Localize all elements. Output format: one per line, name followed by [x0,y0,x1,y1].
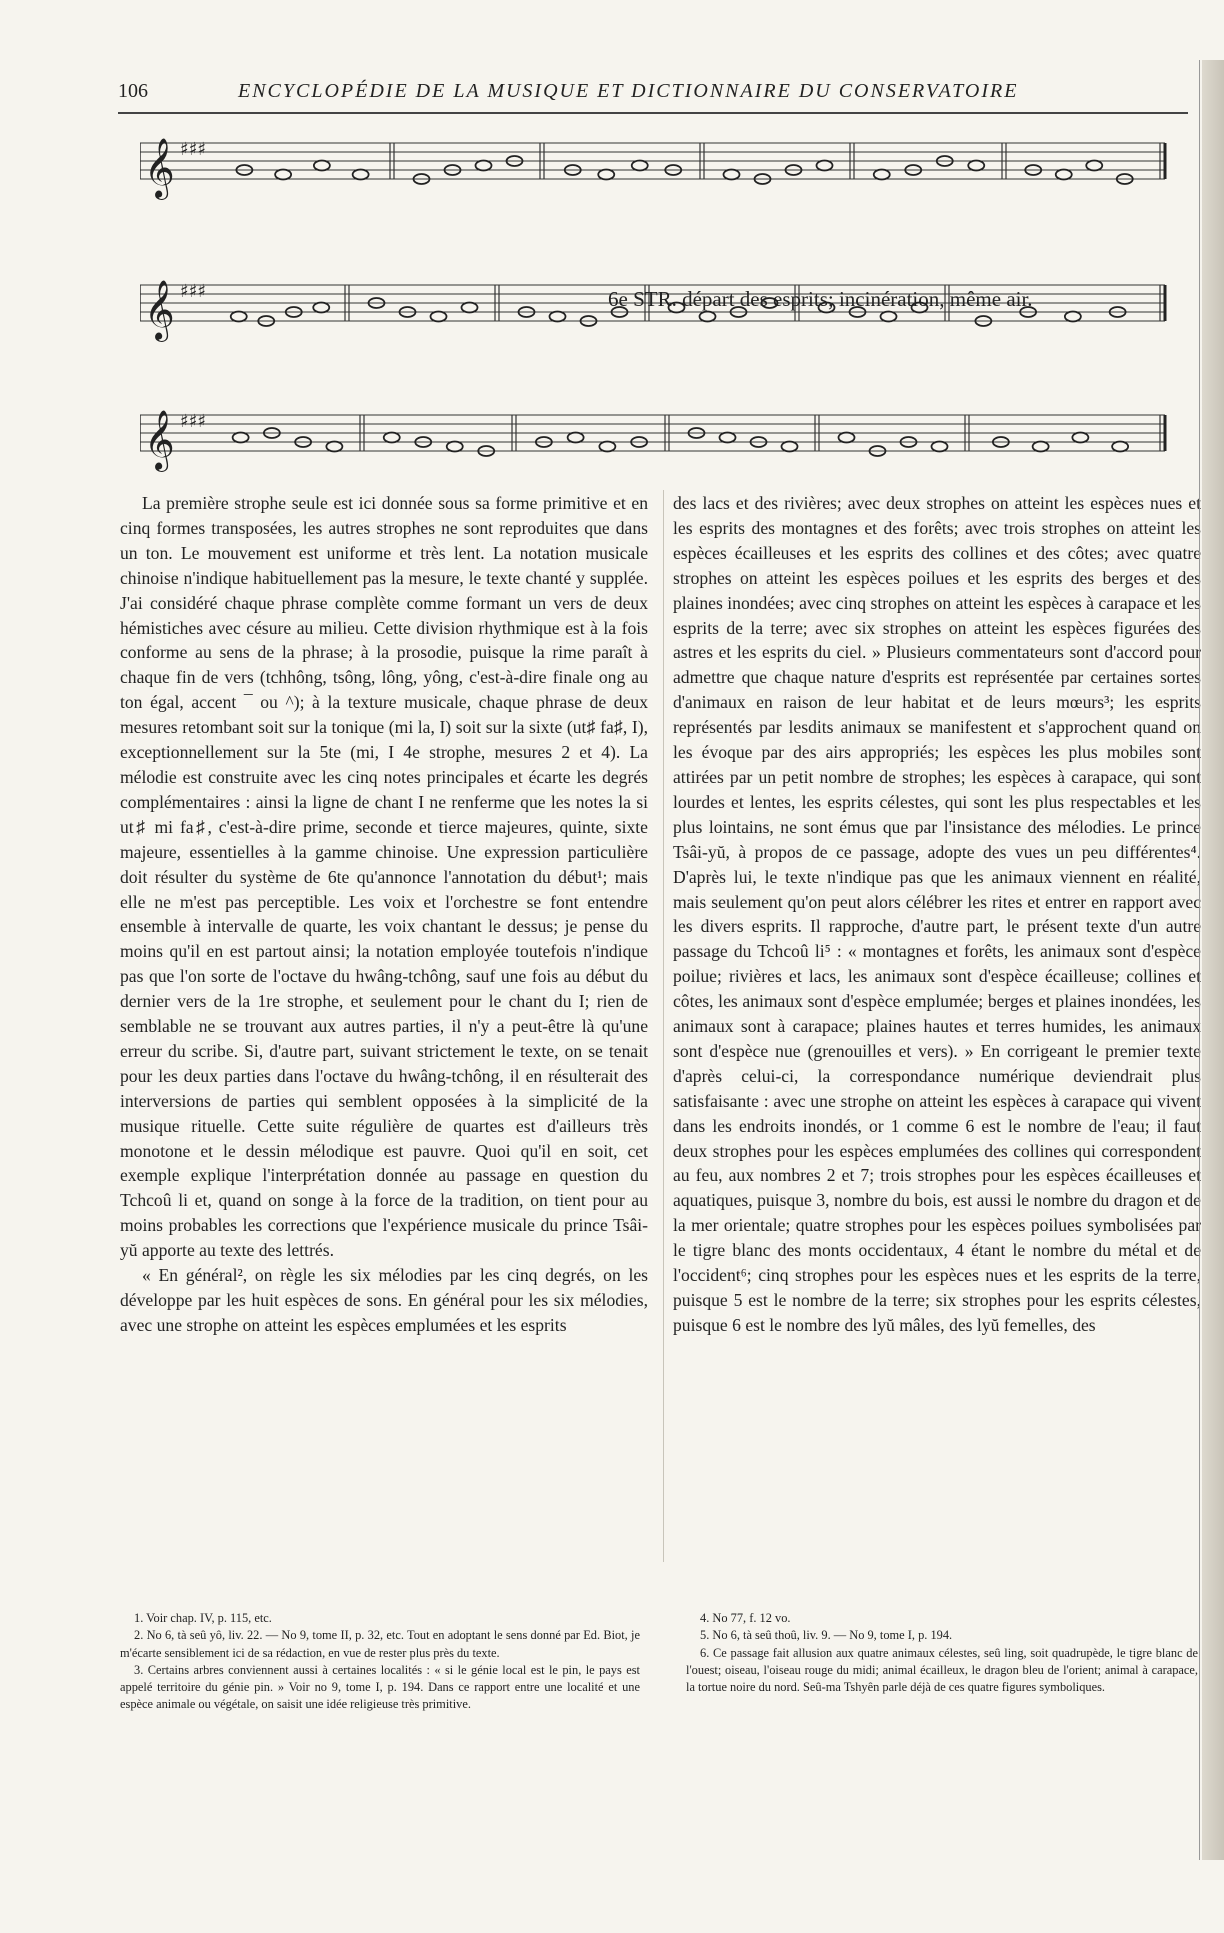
whole-note [720,433,736,443]
treble-clef: 𝄞 [144,280,175,340]
treble-clef: 𝄞 [144,138,175,198]
whole-note [1112,442,1128,452]
whole-note [724,170,740,180]
footnote: 1. Voir chap. IV, p. 115, etc. [134,1611,272,1625]
footnote: 2. No 6, tà seû yô, liv. 22. — No 9, tome II, p. 32, etc. Tout en adoptant le sens donné par Ed. Biot, je m'écarte sensiblement ici de sa rédaction, en vue de rester plus près du texte. [120,1628,640,1660]
whole-note [1065,312,1081,322]
whole-note [839,433,855,443]
footnote: 5. No 6, tà seû thoû, liv. 9. — No 9, tome I, p. 194. [700,1628,953,1643]
whole-note [881,312,897,322]
whole-note [632,161,648,171]
facing-page-edge [1202,60,1224,1860]
footnote: 3. Certains arbres conviennent aussi à certaines localités : « si le génie local est le pin, le pays est appelé territoire du génie pin. » Voir no 9, tome I, p. 194. Dans ce rapport entre une localité et une espèce animale ou végétale, on saisit une idée religieuse très primitive. [120,1662,640,1712]
page-header [118,80,1188,110]
whole-note [476,161,492,171]
whole-note [700,312,716,322]
whole-note [233,433,249,443]
whole-note [874,170,890,180]
whole-note [932,442,948,452]
paragraph: La première strophe seule est ici donnée sous sa forme primitive et en cinq formes transposées, les autres strophes ne sont reproduites que dans un ton. Le mouvement est uniforme et très lent. La notation musicale chinoise n'indique habituellement pas la mesure, le texte chanté y supplée. J'ai considéré chaque phrase complète comme formant un vers de deux hémistiches avec césure au milieu. Cette division rhythmique est à la fois conforme au sens de la phrase; à la prosodie, puisque la rime paraît à chaque fin de vers (tchhông, tsông, lông, yông, c'est-à-dire finale ong au ton égal, accent ¯ ou ^); à la texture musicale, chaque phrase de deux mesures retombant soit sur la tonique (mi la, I) soit sur la sixte (ut♯ fa♯, I), exceptionnellement sur la 5te (mi, I 4e strophe, mesures 2 et 4). La mélodie est construite avec les cinq notes principales et écarte les degrés complémentaires : ainsi la ligne de chant I ne renferme que les notes la si ut♯ mi fa♯, c'est-à-dire prime, seconde et tierce majeures, quinte, sixte majeure, essentielles à la gamme chinoise. Une expression particulière doit résulter du système de 6te qu'annonce l'annotation du début¹; mais elle ne m'est pas perceptible. Les voix et l'orchestre se font entendre ensemble à intervalle de quarte, les voix chantant le dessus; je pense du moins qu'il en est partout ainsi; la notation employée toutefois n'indique pas que l'on sorte de l'octave du hwâng-tchông, sauf une fois au début du dernier vers de la 1re strophe, et seulement pour le chant du I; rien de semblable ne se trouvant aux autres parties, il n'y a peut-être là qu'une erreur du scribe. Si, d'autre part, suivant strictement le texte, on se tenait pour les deux parties dans l'octave du hwâng-tchông, il en résulterait des interversions de parties qui semblent opposées à la simplicité de la musique rituelle. Cette suite régulière de quartes est d'ailleurs très monotone et le dessin mélodique est pauvre. Quoi qu'il en soit, cet exemple explique l'interprétation donnée au passage en question du Tchcoû li et, quand on songe à la force de la tradition, on tient pour au moins probables les corrections que l'expérience musicale du prince Tsâi-yŭ apporte au texte des lettrés. [120,493,648,1261]
whole-note [817,161,833,171]
whole-note [313,303,329,313]
whole-note [1056,170,1072,180]
whole-note [782,442,798,452]
whole-note [462,303,478,313]
whole-note [568,433,584,443]
right-column [673,491,1201,1338]
whole-note [599,442,615,452]
whole-note [598,170,614,180]
footnote: 6. Ce passage fait allusion aux quatre animaux célestes, seû ling, soit quadrupède, le tigre blanc de l'ouest; oiseau, l'oiseau rouge du midi; animal écailleux, le dragon bleu de l'orient; animal à carapace, la tortue noire du nord. Seû-ma Tshyên parle déjà de ces quatre figures symboliques. [686,1645,1198,1695]
column-divider [663,490,664,1562]
page-edge-rule [1199,60,1200,1860]
header-rule [118,112,1188,114]
whole-note [431,312,447,322]
whole-note [550,312,566,322]
whole-note [447,442,463,452]
page-number: 106 [118,80,148,102]
paragraph: des lacs et des rivières; avec deux strophes on atteint les espèces nues et les esprits des montagnes et des forêts; avec trois strophes on atteint les espèces écailleuses et les esprits des collines et des côtes; avec quatre strophes on atteint les espèces poilues et les esprits des berges et des plaines inondées; avec cinq strophes on atteint les espèces à carapace et les esprits de la terre; avec six strophes on atteint les espèces figurées des astres et les esprits du ciel. » Plusieurs commentateurs sont d'accord pour admettre que chaque nature d'esprits est représentée par certaines sortes d'animaux en raison de leur habitat et de leurs mœurs³; les esprits représentés par lesdits animaux se manifestent et s'approchent quand on les évoque par des airs appropriés; les espèces les plus mobiles sont attirées par un petit nombre de strophes; les espèces à carapace, qui sont lourdes et lentes, les esprits célestes, qui sont les plus respectables et les plus lointains, ne sont émus que par l'insistance des mélodies. Le prince Tsâi-yŭ, à propos de ce passage, adopte des vues un peu différentes⁴. D'après lui, le texte n'indique pas que les animaux viennent en réalité, mais seulement qu'on peut alors célébrer les rites et entrer en rapport avec les divers esprits. Il rapproche, d'autre part, le présent texte d'un autre passage du Tchcoû li⁵ : « montagnes et forêts, les animaux sont d'espèce poilue; rivières et lacs, les animaux sont d'espèce écailleuse; collines et côtes, les animaux sont d'espèce emplumée; berges et plaines inondées, les animaux sont à carapace; plaines hautes et terres humides, les animaux sont d'espèce nue (grenouilles et vers). » En corrigeant le premier texte d'après celui-ci, la correspondance numérique deviendrait plus satisfaisante : avec une strophe on atteint les espèces à carapace qui vivent dans les endroits inondés, or 1 comme 6 est le nombre de l'eau; il faut deux strophes pour les espèces emplumées des collines qui correspondent au feu, aux nombres 2 et 7; trois strophes pour les espèces écailleuses et aquatiques, puisque 3, nombre du bois, est aussi le nombre du dragon et de la mer orientale; quatre strophes pour les espèces poilues symbolisées par le tigre blanc des monts occidentaux, 4 étant le nombre du métal et de l'occident⁶; cinq strophes pour les espèces nues et les esprits de la terre, puisque 5 est le nombre de la terre; six strophes pour les esprits célestes, puisque 6 est le nombre des lyŭ mâles, des lyŭ femelles, des [673,493,1201,1335]
key-signature: ♯♯♯ [180,281,207,302]
whole-note [968,161,984,171]
paragraph: « En général², on règle les six mélodies par les cinq degrés, on les développe par les huit espèces de sons. En général pour les six mélodies, avec une strophe on atteint les espèces emplumées et les esprits [120,1265,648,1335]
left-column [120,491,648,1338]
key-signature: ♯♯♯ [180,411,207,432]
whole-note [353,170,369,180]
whole-note [1086,161,1102,171]
whole-note [231,312,247,322]
footnotes-right [686,1610,1198,1696]
strophe-label: 6e STR. départ des esprits; incinération, même air. [608,287,1033,311]
running-title: ENCYCLOPÉDIE DE LA MUSIQUE ET DICTIONNAIRE DU CONSERVATOIRE [238,80,1019,102]
whole-note [1033,442,1049,452]
key-signature: ♯♯♯ [180,139,207,160]
whole-note [1072,433,1088,443]
footnote: 4. No 77, f. 12 vo. [700,1611,791,1625]
footnotes-left [120,1610,640,1714]
whole-note [384,433,400,443]
whole-note [314,161,330,171]
whole-note [275,170,291,180]
whole-note [326,442,342,452]
treble-clef: 𝄞 [144,410,175,470]
